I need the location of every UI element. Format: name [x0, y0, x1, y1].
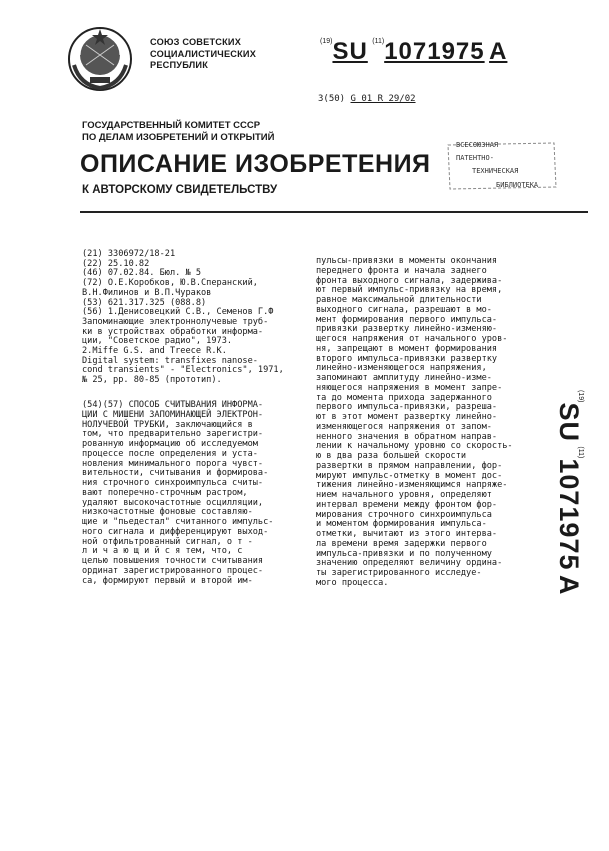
claim-line: ненного значения в обратном направ-: [316, 431, 498, 442]
claim-line: мирования строчного синхроимпульса: [316, 509, 492, 520]
claim-line: ня, запрещают в момент формирования: [316, 343, 498, 354]
bibliographic-data: [82, 250, 322, 386]
claim-line: привязки развертку линейно-изменяю-: [316, 324, 498, 335]
biblio-line: Digital system: transfixes nanose-: [82, 355, 258, 366]
claim-line: второго импульса-привязки развертку: [316, 353, 498, 364]
biblio-line: (72) О.Е.Коробков, Ю.В.Сперанский,: [82, 278, 258, 289]
claim-line: удаляют высокочастотные осцилляции,: [82, 497, 264, 508]
claim-line: щегося напряжения от начального уров-: [316, 334, 508, 344]
claim-line: том, что предварительно зарегистри-: [82, 429, 264, 440]
claim-line: новления минимального порога чувст-: [82, 458, 264, 469]
claim-line: импульса-привязки и по полученному: [316, 548, 492, 559]
claim-line: ординат зарегистрированного процес-: [82, 565, 264, 576]
biblio-line: 2.Miffe G.S. and Treece R.K.: [82, 346, 227, 357]
claim-line: линейно-изменяющегося напряжения,: [316, 363, 487, 374]
publication-number: $^{(19)}$SU $^{(11)}$1071975 A: [320, 38, 508, 65]
claim-line: мого процесса.: [316, 577, 389, 588]
biblio-line: В.Н.Филинов и В.П.Чураков: [82, 287, 212, 298]
claim-line: первого импульса-привязки, разреша-: [316, 402, 498, 413]
claim-line: интервал времени между фронтом фор-: [316, 499, 498, 510]
claim-line: низкочастотные фоновые составляю-: [82, 507, 253, 518]
biblio-line: ции, "Советское радио", 1973.: [82, 336, 233, 347]
biblio-line: Запоминающие электроннолучевые труб-: [82, 316, 269, 327]
claim-line: переднего фронта и начала заднего: [316, 265, 487, 276]
claim-line: нием начального уровня, определяют: [316, 490, 492, 500]
biblio-line: (56) 1.Денисовецкий С.В., Семенов Г.Ф: [82, 307, 274, 318]
claim-line: са, формируют первый и второй им-: [82, 575, 253, 586]
library-stamp: ВСЕСОЮЗНАЯ ПАТЕНТНО- ТЕХНИЧЕСКАЯ БИБЛИОТЕКА: [442, 137, 560, 195]
claim-line: равное максимальной длительности: [316, 295, 482, 305]
claim-line: рованную информацию об исследуемом: [82, 439, 258, 449]
state-emblem-icon: [66, 25, 134, 93]
biblio-line: (46) 07.02.84. Бюл. № 5: [82, 268, 201, 279]
claim-line: отметки, вычитают из этого интерва-: [316, 529, 498, 539]
biblio-line: cond transients" - "Electronics", 1971,: [82, 365, 284, 376]
claim-line: щие и "пьедестал" считанного импульс-: [82, 517, 274, 527]
claim-line: процессе после определения и уста-: [82, 448, 258, 459]
claim-line: лении к начальному уровню со скорость-: [316, 441, 513, 452]
claim-line: ния строчного синхроимпульса считы-: [82, 478, 264, 488]
claim-line: фронта выходного сигнала, задержива-: [316, 275, 503, 286]
claim-line: ЦИИ С МИШЕНИ ЗАПОМИНАЮЩЕЙ ЭЛЕКТРОН-: [82, 409, 264, 420]
biblio-line: (22) 25.10.82: [82, 258, 150, 269]
biblio-line: (53) 621.317.325 (088.8): [82, 297, 207, 308]
claim-line: ла времени время задержки первого: [316, 538, 487, 549]
claim-line: изменяющегося напряжения от запом-: [316, 421, 492, 432]
ipc-classification: 3(50) G 01 R 29/02: [318, 94, 416, 104]
claim-line: выходного сигнала, разрешают в мо-: [316, 304, 492, 315]
document-title: ОПИСАНИЕ ИЗОБРЕТЕНИЯ: [80, 150, 431, 178]
claim-line: вительности, считывания и формирова-: [82, 468, 269, 479]
claim-line: л и ч а ю щ и й с я тем, что, с: [82, 546, 243, 557]
committee-name: ГОСУДАРСТВЕННЫЙ КОМИТЕТ СССР ПО ДЕЛАМ ИЗОБРЕТЕНИЙ И ОТКРЫТИЙ: [82, 120, 275, 143]
claim-line: значению определяют величину ордина-: [316, 558, 503, 569]
side-publication-number: $^{(19)}$SU $^{(11)}$1071975 A: [554, 390, 584, 596]
claim-line: ю в два раза большей скорости: [316, 451, 467, 461]
claim-line: (54)(57) СПОСОБ СЧИТЫВАНИЯ ИНФОРМА-: [82, 400, 264, 410]
claim-line: вают поперечно-строчным растром,: [82, 487, 248, 498]
document-subtitle: К АВТОРСКОМУ СВИДЕТЕЛЬСТВУ: [82, 184, 278, 196]
claim-line: няющегося напряжения в момент запре-: [316, 382, 503, 393]
header-divider: [80, 211, 588, 213]
claim-line: целью повышения точности считывания: [82, 556, 264, 566]
claim-line: мент формирования первого импульса-: [316, 314, 498, 325]
claim-line: пульсы-привязки в моменты окончания: [316, 256, 498, 266]
claim-line: тижения линейно-изменяющимся напряже-: [316, 480, 508, 491]
claim-line: ют в этот момент развертку линейно-: [316, 412, 498, 422]
claim-text-left: [82, 401, 312, 586]
claim-line: развертки в прямом направлении, фор-: [316, 460, 503, 471]
claim-line: ного сигнала и дифференцируют выход-: [82, 526, 269, 537]
claim-text-right: [316, 257, 552, 589]
claim-line: ты зарегистрированного исследуе-: [316, 568, 482, 578]
claim-line: запоминают амплитуду линейно-изме-: [316, 373, 492, 383]
claim-line: и моментом формирования импульса-: [316, 519, 487, 530]
claim-line: та до момента прихода задержанного: [316, 392, 492, 403]
biblio-line: № 25, pp. 80-85 (прототип).: [82, 375, 222, 386]
claim-line: НОЛУЧЕВОЙ ТРУБКИ, заключающийся в: [82, 419, 253, 430]
claim-line: ной отфильтрованный сигнал, о т -: [82, 536, 253, 547]
claim-line: мируют импульс-отметку в момент дос-: [316, 470, 503, 481]
biblio-line: ки в устройствах обработки информа-: [82, 326, 264, 337]
claim-line: ют первый импульс-привязку на время,: [316, 285, 503, 296]
country-name: СОЮЗ СОВЕТСКИХ СОЦИАЛИСТИЧЕСКИХ РЕСПУБЛИК: [150, 37, 257, 70]
biblio-line: (21) 3306972/18-21: [82, 249, 176, 259]
